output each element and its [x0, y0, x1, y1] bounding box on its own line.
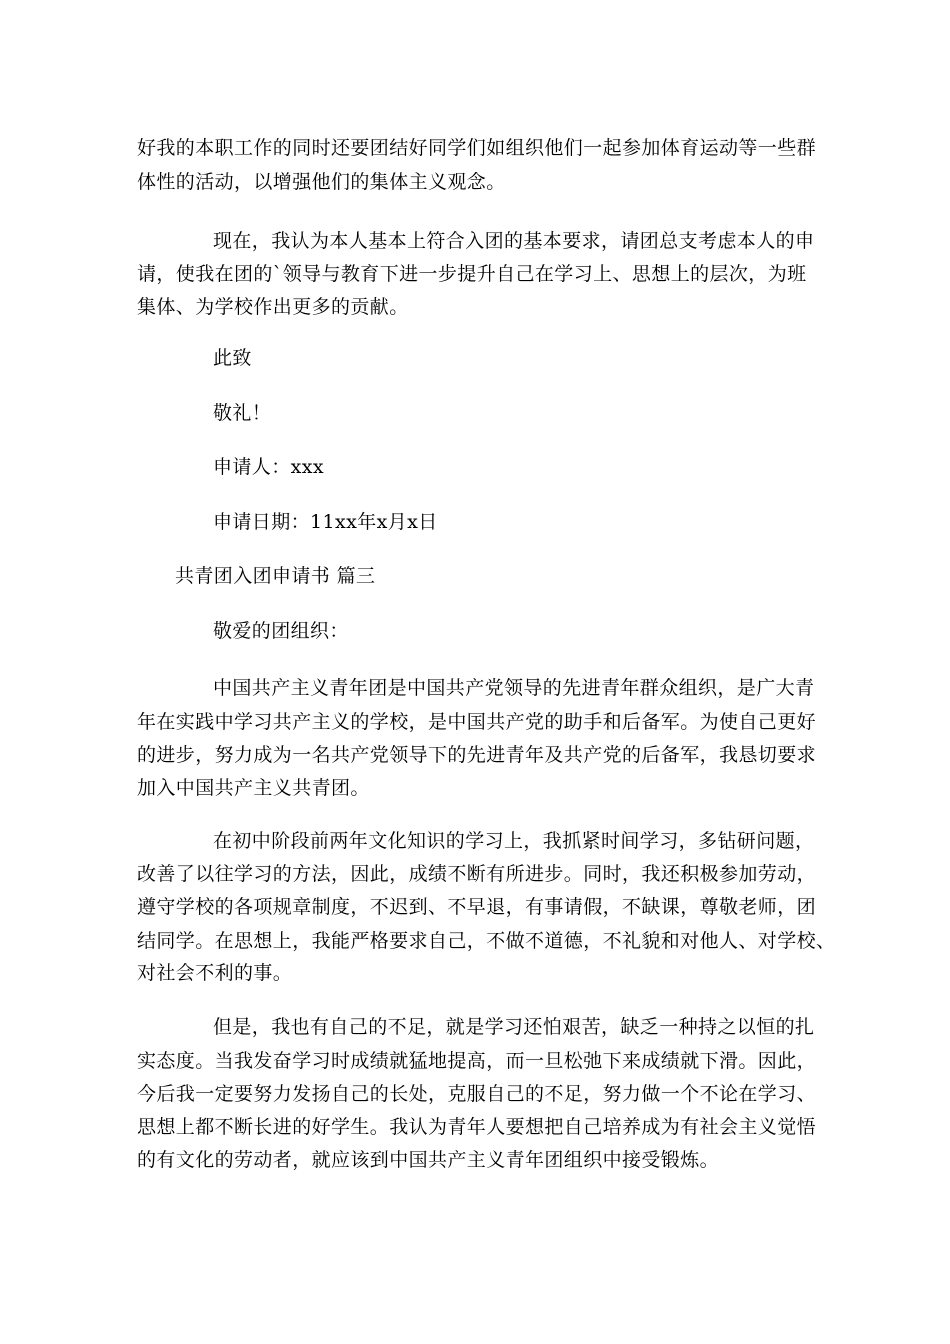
text-line: 现在，我认为本人基本上符合入团的基本要求，请团总支考虑本人的申	[213, 230, 815, 252]
text-line: 对社会不利的事。	[137, 962, 293, 984]
section-heading: 共青团入团申请书 篇三	[175, 565, 376, 587]
text-line: 的进步，努力成为一名共产党领导下的先进青年及共产党的后备军，我恳切要求	[137, 744, 817, 766]
applicant-line: 申请人：xxx	[213, 456, 324, 478]
text-line: 集体、为学校作出更多的贡献。	[137, 296, 409, 318]
text-line: 在初中阶段前两年文化知识的学习上，我抓紧时间学习，多钻研问题，	[213, 830, 815, 852]
greeting-line: 敬爱的团组织：	[213, 620, 349, 642]
salutation-line: 敬礼！	[213, 402, 272, 424]
text-line: 中国共产主义青年团是中国共产党领导的先进青年群众组织，是广大青	[213, 677, 815, 699]
text-line: 今后我一定要努力发扬自己的长处，克服自己的不足，努力做一个不论在学习、	[137, 1083, 817, 1105]
text-line: 体性的活动，以增强他们的集体主义观念。	[137, 171, 506, 193]
text-line: 遵守学校的各项规章制度，不迟到、不早退，有事请假，不缺课，尊敬老师，团	[137, 896, 817, 918]
text-line: 但是，我也有自己的不足，就是学习还怕艰苦，缺乏一种持之以恒的扎	[213, 1016, 815, 1038]
closing-line: 此致	[213, 347, 252, 369]
text-line: 好我的本职工作的同时还要团结好同学们如组织他们一起参加体育运动等一些群	[137, 137, 817, 159]
text-line: 改善了以往学习的方法，因此，成绩不断有所进步。同时，我还积极参加劳动，	[137, 863, 817, 885]
text-line: 请，使我在团的`领导与教育下进一步提升自己在学习上、思想上的层次，为班	[137, 263, 807, 285]
date-line: 申请日期：11xx年x月x日	[213, 511, 438, 533]
text-line: 实态度。当我发奋学习时成绩就猛地提高，而一旦松弛下来成绩就下滑。因此，	[137, 1050, 817, 1072]
text-line: 思想上都不断长进的好学生。我认为青年人要想把自己培养成为有社会主义觉悟	[137, 1116, 817, 1138]
text-line: 年在实践中学习共产主义的学校，是中国共产党的助手和后备军。为使自己更好	[137, 711, 817, 733]
text-line: 的有文化的劳动者，就应该到中国共产主义青年团组织中接受锻炼。	[137, 1149, 720, 1171]
text-line: 结同学。在思想上，我能严格要求自己，不做不道德，不礼貌和对他人、对学校、	[137, 930, 836, 952]
text-line: 加入中国共产主义共青团。	[137, 777, 370, 799]
